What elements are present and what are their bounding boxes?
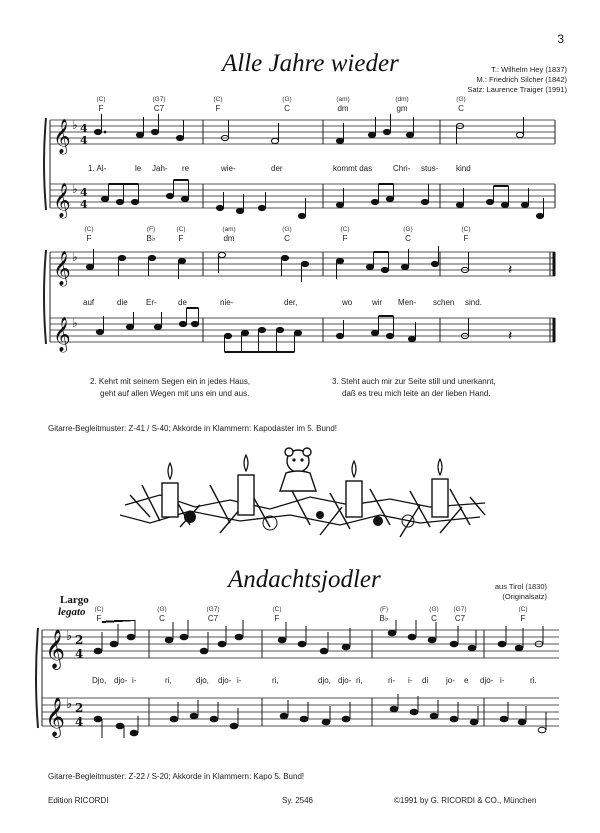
svg-text:4: 4 bbox=[75, 715, 84, 729]
chord-symbol: (F) B♭ bbox=[379, 606, 389, 623]
lyric-syllable: jo- bbox=[446, 676, 455, 685]
svg-text:4: 4 bbox=[80, 198, 88, 211]
lyric-syllable: i- bbox=[408, 676, 413, 685]
tempo-marking: Largo bbox=[60, 594, 89, 606]
chord-symbol: (C) F bbox=[84, 226, 94, 243]
lyric-syllable: Chri- bbox=[393, 164, 411, 173]
origin-credit: aus Tirol (1830) bbox=[494, 582, 547, 591]
lyric-syllable: le bbox=[135, 164, 142, 173]
chord-symbol: (C) F bbox=[213, 96, 223, 113]
verse-2 bbox=[90, 376, 250, 400]
lyric-syllable: e bbox=[464, 676, 469, 685]
chord-symbol: (G7) C7 bbox=[206, 606, 220, 623]
lyric-syllable: de bbox=[178, 298, 187, 307]
chord-symbol: (G) C bbox=[282, 96, 292, 113]
song1-title: Alle Jahre wieder bbox=[222, 50, 399, 77]
lyric-syllable: ri, bbox=[165, 676, 172, 685]
chord-symbol: (G) C bbox=[403, 226, 413, 243]
lyric-syllable: djo, bbox=[318, 676, 331, 685]
song2-score bbox=[34, 620, 564, 750]
svg-text:4: 4 bbox=[80, 122, 88, 135]
svg-text:4: 4 bbox=[80, 134, 88, 147]
lyric-syllable: Djo, bbox=[92, 676, 107, 685]
lyric-syllable: sind. bbox=[465, 298, 482, 307]
svg-text:♭: ♭ bbox=[66, 629, 73, 644]
svg-text:𝄞: 𝄞 bbox=[53, 119, 71, 154]
chord-symbol: (C) F bbox=[461, 226, 471, 243]
verse-line: daß es treu mich leite an der lieben Hand. bbox=[342, 389, 491, 398]
svg-text:𝄞: 𝄞 bbox=[53, 317, 71, 352]
svg-text:𝄽: 𝄽 bbox=[508, 262, 513, 278]
chord-symbol: (G7) C7 bbox=[152, 96, 166, 113]
lyric-syllable: Er- bbox=[146, 298, 157, 307]
song2-credits bbox=[495, 582, 547, 602]
song1-system1-score bbox=[40, 112, 560, 222]
expression-marking: legato bbox=[58, 606, 86, 618]
lyric-syllable: wie- bbox=[221, 164, 236, 173]
lyric-syllable: schen bbox=[433, 298, 455, 307]
chord-symbol: (G) C bbox=[282, 226, 292, 243]
chord-symbol: (G7) C7 bbox=[453, 606, 467, 623]
chord-symbol: (G) C bbox=[429, 606, 439, 623]
chord-symbol: (C) F bbox=[272, 606, 282, 623]
chord-symbol: (C) F bbox=[94, 606, 104, 623]
lyric-syllable: i- bbox=[500, 676, 505, 685]
arrangement-credit: (Originalsatz) bbox=[502, 592, 547, 601]
lyric-syllable: ri, bbox=[356, 676, 363, 685]
svg-text:♭: ♭ bbox=[66, 697, 73, 712]
song1-credits bbox=[467, 65, 567, 95]
svg-text:♭: ♭ bbox=[72, 182, 78, 196]
copyright-notice: ©1991 by G. RICORDI & CO., München bbox=[394, 796, 537, 805]
svg-text:2: 2 bbox=[75, 633, 84, 647]
verse-line: geht auf allen Wegen mit uns ein und aus. bbox=[100, 389, 250, 398]
verse-line: 2. Kehrt mit seinem Segen ein in jedes Haus, bbox=[90, 377, 251, 386]
chord-symbol: (am) dm bbox=[222, 226, 236, 243]
lyric-syllable: auf bbox=[83, 298, 95, 307]
lyric-syllable: ri. bbox=[530, 676, 537, 685]
svg-text:𝄞: 𝄞 bbox=[53, 251, 71, 286]
lyric-syllable: i- bbox=[132, 676, 137, 685]
svg-text:♭: ♭ bbox=[72, 250, 78, 264]
lyric-syllable: 1. Al- bbox=[88, 164, 107, 173]
lyric-syllable: kommt das bbox=[333, 164, 373, 173]
svg-text:𝄽: 𝄽 bbox=[508, 328, 513, 344]
lyric-syllable: wir bbox=[372, 298, 383, 307]
lyric-syllable: di bbox=[422, 676, 429, 685]
song2-title: Andachtsjodler bbox=[228, 566, 381, 593]
svg-text:♭: ♭ bbox=[72, 118, 78, 132]
svg-text:4: 4 bbox=[80, 186, 88, 199]
svg-text:2: 2 bbox=[75, 701, 84, 715]
song2-guitar-note: Gitarre-Begleitmuster: Z-22 / S-20; Akkorde in Klammern: Kapo 5. Bund! bbox=[48, 772, 305, 781]
lyric-syllable: nie- bbox=[220, 298, 234, 307]
lyric-syllable: re bbox=[182, 164, 190, 173]
chord-symbol: (G) C bbox=[456, 96, 466, 113]
lyric-syllable: der bbox=[271, 164, 283, 173]
lyric-syllable: kind bbox=[456, 164, 471, 173]
lyric-syllable: wo bbox=[342, 298, 353, 307]
lyric-syllable: djo- bbox=[338, 676, 352, 685]
svg-text:𝄞: 𝄞 bbox=[53, 183, 71, 218]
lyric-syllable: ri, bbox=[272, 676, 279, 685]
verse-3 bbox=[332, 376, 496, 400]
catalog-number: Sy. 2546 bbox=[282, 796, 313, 805]
chord-symbol: (am) dm bbox=[336, 96, 350, 113]
lyricist-credit: T.: Wilhelm Hey (1837) bbox=[491, 65, 567, 74]
lyric-syllable: stus- bbox=[421, 164, 439, 173]
publisher-label: Edition RICORDI bbox=[48, 796, 109, 805]
lyric-syllable: Men- bbox=[398, 298, 417, 307]
lyric-syllable: djo, bbox=[196, 676, 209, 685]
svg-text:♭: ♭ bbox=[72, 316, 78, 330]
page-number: 3 bbox=[557, 32, 564, 46]
christmas-illustration bbox=[120, 445, 490, 550]
lyric-syllable: Jah- bbox=[152, 164, 168, 173]
song1-guitar-note: Gitarre-Begleitmuster: Z-41 / S-40; Akkorde in Klammern: Kapodaster im 5. Bund! bbox=[48, 424, 338, 433]
composer-credit: M.: Friedrich Silcher (1842) bbox=[476, 75, 567, 84]
lyric-syllable: ri- bbox=[388, 676, 396, 685]
lyric-syllable: djo- bbox=[480, 676, 494, 685]
chord-symbol: (G) C bbox=[157, 606, 167, 623]
lyric-syllable: die bbox=[117, 298, 128, 307]
verse-line: 3. Steht auch mir zur Seite still und unerkannt, bbox=[332, 377, 496, 386]
chord-symbol: (dm) gm bbox=[395, 96, 409, 113]
lyric-syllable: djo- bbox=[114, 676, 128, 685]
lyric-syllable: djo- bbox=[218, 676, 232, 685]
lyric-syllable: i- bbox=[237, 676, 242, 685]
lyric-syllable: der, bbox=[284, 298, 298, 307]
chord-symbol: (F) B♭ bbox=[146, 226, 156, 243]
svg-text:𝄞: 𝄞 bbox=[45, 629, 66, 669]
chord-symbol: (C) F bbox=[176, 226, 186, 243]
chord-symbol: (C) F bbox=[96, 96, 106, 113]
svg-text:𝄞: 𝄞 bbox=[45, 697, 66, 737]
svg-text:4: 4 bbox=[75, 647, 84, 661]
chord-symbol: (C) F bbox=[340, 226, 350, 243]
arranger-credit: Satz: Laurence Traiger (1991) bbox=[467, 85, 567, 94]
chord-symbol: (C) F bbox=[518, 606, 528, 623]
